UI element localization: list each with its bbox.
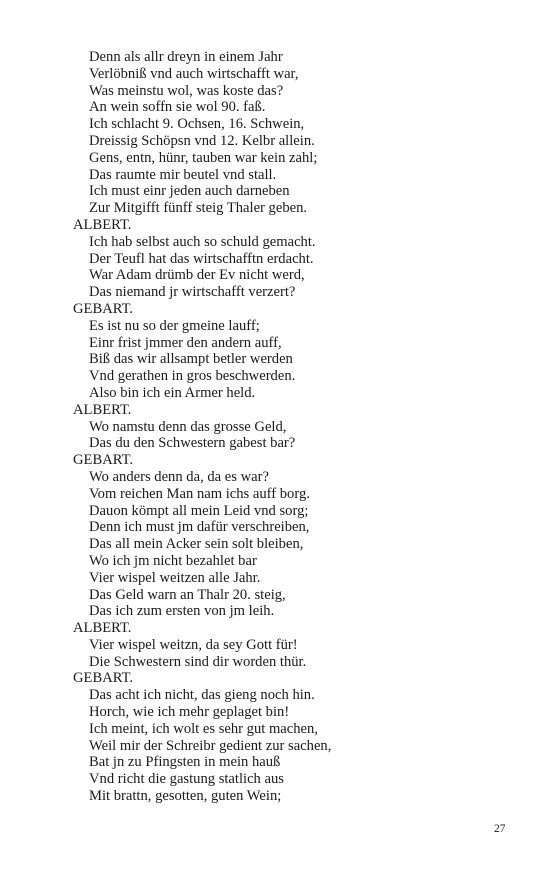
verse-line: Der Teufl hat das wirtschafftn erdacht.: [89, 250, 314, 267]
speaker-name: GEBART.: [73, 300, 134, 317]
verse-line: Die Schwestern sind dir worden thür.: [89, 653, 307, 670]
speaker-name: ALBERT.: [73, 216, 132, 233]
verse-line: Vnd gerathen in gros beschwerden.: [89, 368, 296, 385]
verse-line: An wein soffn sie wol 90. faß.: [89, 99, 266, 116]
verse-line: Das du den Schwestern gabest bar?: [89, 435, 296, 452]
verse-line: Weil mir der Schreibr gedient zur sachen,: [89, 737, 332, 754]
verse-line: Einr frist jmmer den andern auff,: [89, 334, 282, 351]
verse-line: Vier wispel weitzn, da sey Gott für!: [89, 636, 298, 653]
verse-line: Ich meint, ich wolt es sehr gut machen,: [89, 720, 318, 737]
verse-line: Denn ich must jm dafür verschreiben,: [89, 519, 310, 536]
verse-line: Dauon kömpt all mein Leid vnd sorg;: [89, 502, 309, 519]
verse-line: Das Geld warn an Thalr 20. steig,: [89, 586, 286, 603]
verse-line: Das all mein Acker sein solt bleiben,: [89, 536, 304, 553]
verse-line: Das niemand jr wirtschafft verzert?: [89, 284, 296, 301]
verse-line: Ich hab selbst auch so schuld gemacht.: [89, 233, 316, 250]
verse-line: War Adam drümb der Ev nicht werd,: [89, 267, 305, 284]
verse-line: Also bin ich ein Armer held.: [89, 384, 256, 401]
speaker-name: GEBART.: [73, 670, 134, 687]
verse-line: Denn als allr dreyn in einem Jahr: [89, 49, 283, 65]
verse-line: Vier wispel weitzen alle Jahr.: [89, 569, 261, 586]
speaker-name: ALBERT.: [73, 620, 132, 637]
play-text: [73, 49, 533, 805]
verse-line: Gens, entn, hünr, tauben war kein zahl;: [89, 149, 318, 166]
speaker-name: GEBART.: [73, 452, 134, 469]
verse-line: Bat jn zu Pfingsten in mein hauß: [89, 754, 281, 771]
speaker-name: ALBERT.: [73, 401, 132, 418]
verse-line: Wo ich jm nicht bezahlet bar: [89, 552, 257, 569]
verse-line: Es ist nu so der gmeine lauff;: [89, 317, 260, 334]
verse-line: Das raumte mir beutel vnd stall.: [89, 166, 277, 183]
verse-line: Das ich zum ersten von jm leih.: [89, 603, 275, 620]
verse-line: Verlöbniß vnd auch wirtschafft war,: [89, 65, 299, 82]
verse-line: Wo anders denn da, da es war?: [89, 468, 269, 485]
verse-line: Mit brattn, gesotten, guten Wein;: [89, 788, 282, 805]
verse-line: Vnd richt die gastung statlich aus: [89, 771, 284, 788]
verse-line: Dreissig Schöpsn vnd 12. Kelbr allein.: [89, 132, 315, 149]
verse-line: Horch, wie ich mehr geplaget bin!: [89, 704, 290, 721]
verse-line: Ich must einr jeden auch darneben: [89, 183, 290, 200]
verse-line: Wo namstu denn das grosse Geld,: [89, 418, 287, 435]
verse-line: Vom reichen Man nam ichs auff borg.: [89, 485, 310, 502]
verse-line: Biß das wir allsampt betler werden: [89, 351, 293, 368]
verse-line: Das acht ich nicht, das gieng noch hin.: [89, 687, 315, 704]
verse-line: Ich schlacht 9. Ochsen, 16. Schwein,: [89, 116, 305, 133]
page-number: 27: [494, 823, 506, 835]
verse-line: Zur Mitgifft fünff steig Thaler geben.: [89, 200, 308, 217]
verse-line: Was meinstu wol, was koste das?: [89, 82, 284, 99]
